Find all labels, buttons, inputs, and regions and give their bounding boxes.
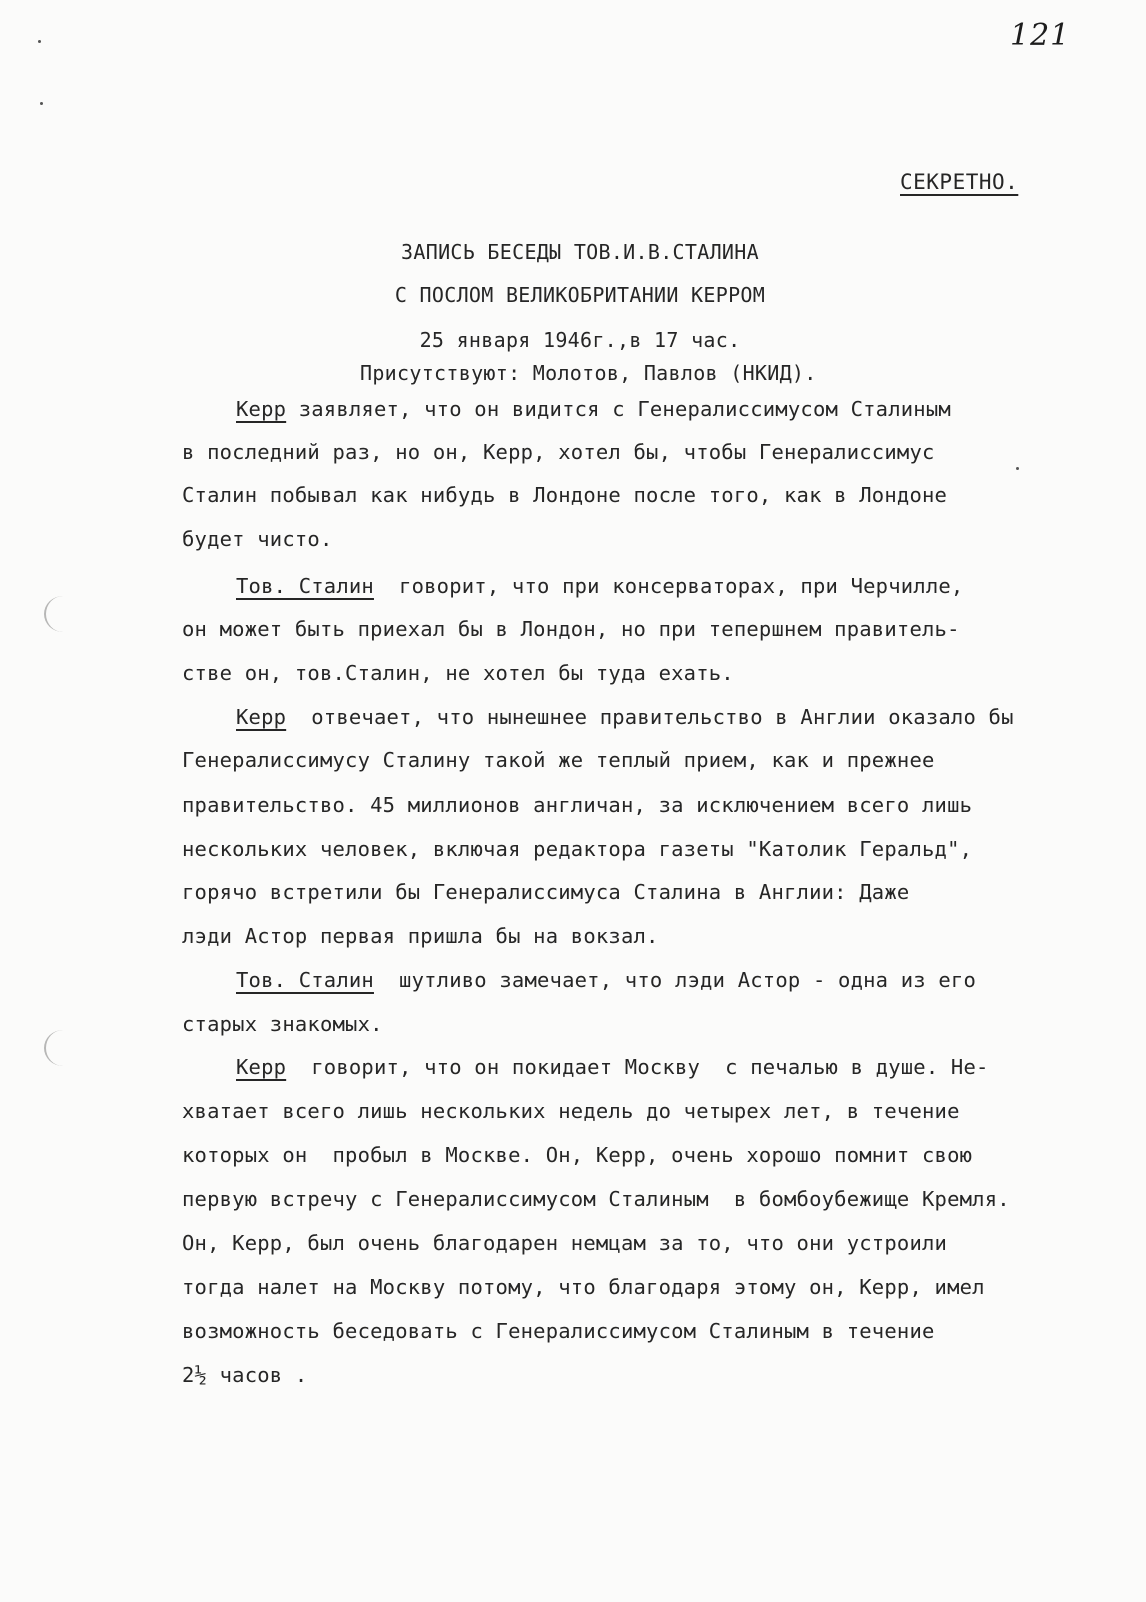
paragraph-5-line-6: тогда налет на Москву потому, что благодаря этому он, Керр, имел (182, 1275, 985, 1299)
paragraph-text: говорит, что при консерваторах, при Черчилле, (373, 574, 964, 598)
document-title-line-2: С ПОСЛОМ ВЕЛИКОБРИТАНИИ КЕРРОМ (394, 283, 766, 307)
margin-speck (40, 102, 43, 105)
paragraph-1-line-4: будет чисто. (182, 527, 333, 551)
paragraph-5-line-1 (236, 1055, 989, 1079)
paragraph-1-line-3: Сталин побывал как нибудь в Лондоне после того, как в Лондоне (182, 483, 948, 507)
paragraph-2-line-3: стве он, тов.Сталин, не хотел бы туда ехать. (182, 661, 734, 685)
document-title-line-1: ЗАПИСЬ БЕСЕДЫ ТОВ.И.В.СТАЛИНА (401, 240, 759, 264)
paragraph-3-line-5: горячо встретили бы Генералиссимуса Сталина в Англии: Даже (182, 880, 910, 904)
paragraph-5-line-8: 2½ часов . (182, 1363, 308, 1387)
paragraph-3-line-1 (236, 705, 1014, 729)
paragraph-text: отвечает, что нынешнее правительство в Англии оказало бы (286, 705, 1014, 729)
speaker-name: Тов. Сталин (236, 574, 374, 598)
paragraph-5-line-4: первую встречу с Генералиссимусом Сталиным в бомбоубежище Кремля. (182, 1187, 1010, 1211)
punch-hole-mark (44, 596, 82, 632)
speaker-name: Керр (236, 397, 287, 421)
document-date-line: 25 января 1946г.,в 17 час. (419, 328, 741, 352)
paragraph-text: шутливо замечает, что лэди Астор - одна из его (373, 968, 976, 992)
speaker-name: Керр (236, 705, 287, 729)
paragraph-1-line-1 (236, 397, 951, 421)
speaker-name: Керр (236, 1055, 287, 1079)
speaker-name: Тов. Сталин (236, 968, 374, 992)
paragraph-2-line-2: он может быть приехал бы в Лондон, но при тепершнем правитель- (182, 617, 960, 641)
page-number: 121 (1010, 18, 1071, 53)
paragraph-3-line-4: нескольких человек, включая редактора газеты "Католик Геральд", (182, 837, 973, 861)
paragraph-5-line-2: хватает всего лишь нескольких недель до четырех лет, в течение (182, 1099, 960, 1123)
paragraph-4-line-2: старых знакомых. (182, 1012, 383, 1036)
paragraph-5-line-5: Он, Керр, был очень благодарен немцам за то, что они устроили (182, 1231, 948, 1255)
margin-speck (1016, 467, 1019, 470)
paragraph-3-line-2: Генералиссимусу Сталину такой же теплый прием, как и прежнее (182, 748, 935, 772)
paragraph-2-line-1 (236, 574, 963, 598)
paragraph-1-line-2: в последний раз, но он, Керр, хотел бы, чтобы Генералиссимус (182, 440, 935, 464)
paragraph-4-line-1 (236, 968, 976, 992)
paragraph-text: заявляет, что он видится с Генералиссимусом Сталиным (286, 397, 951, 421)
punch-hole-mark (44, 1030, 82, 1066)
paragraph-text: говорит, что он покидает Москву с печалью в душе. Не- (286, 1055, 989, 1079)
attendees-line: Присутствуют: Молотов, Павлов (НКИД). (360, 361, 817, 385)
paragraph-3-line-6: лэди Астор первая пришла бы на вокзал. (182, 924, 659, 948)
paragraph-5-line-7: возможность беседовать с Генералиссимусом Сталиным в течение (182, 1319, 935, 1343)
margin-speck (38, 40, 41, 43)
classification-stamp: СЕКРЕТНО. (900, 170, 1019, 194)
paragraph-5-line-3: которых он пробыл в Москве. Он, Керр, очень хорошо помнит свою (182, 1143, 973, 1167)
paragraph-3-line-3: правительство. 45 миллионов англичан, за исключением всего лишь (182, 793, 973, 817)
